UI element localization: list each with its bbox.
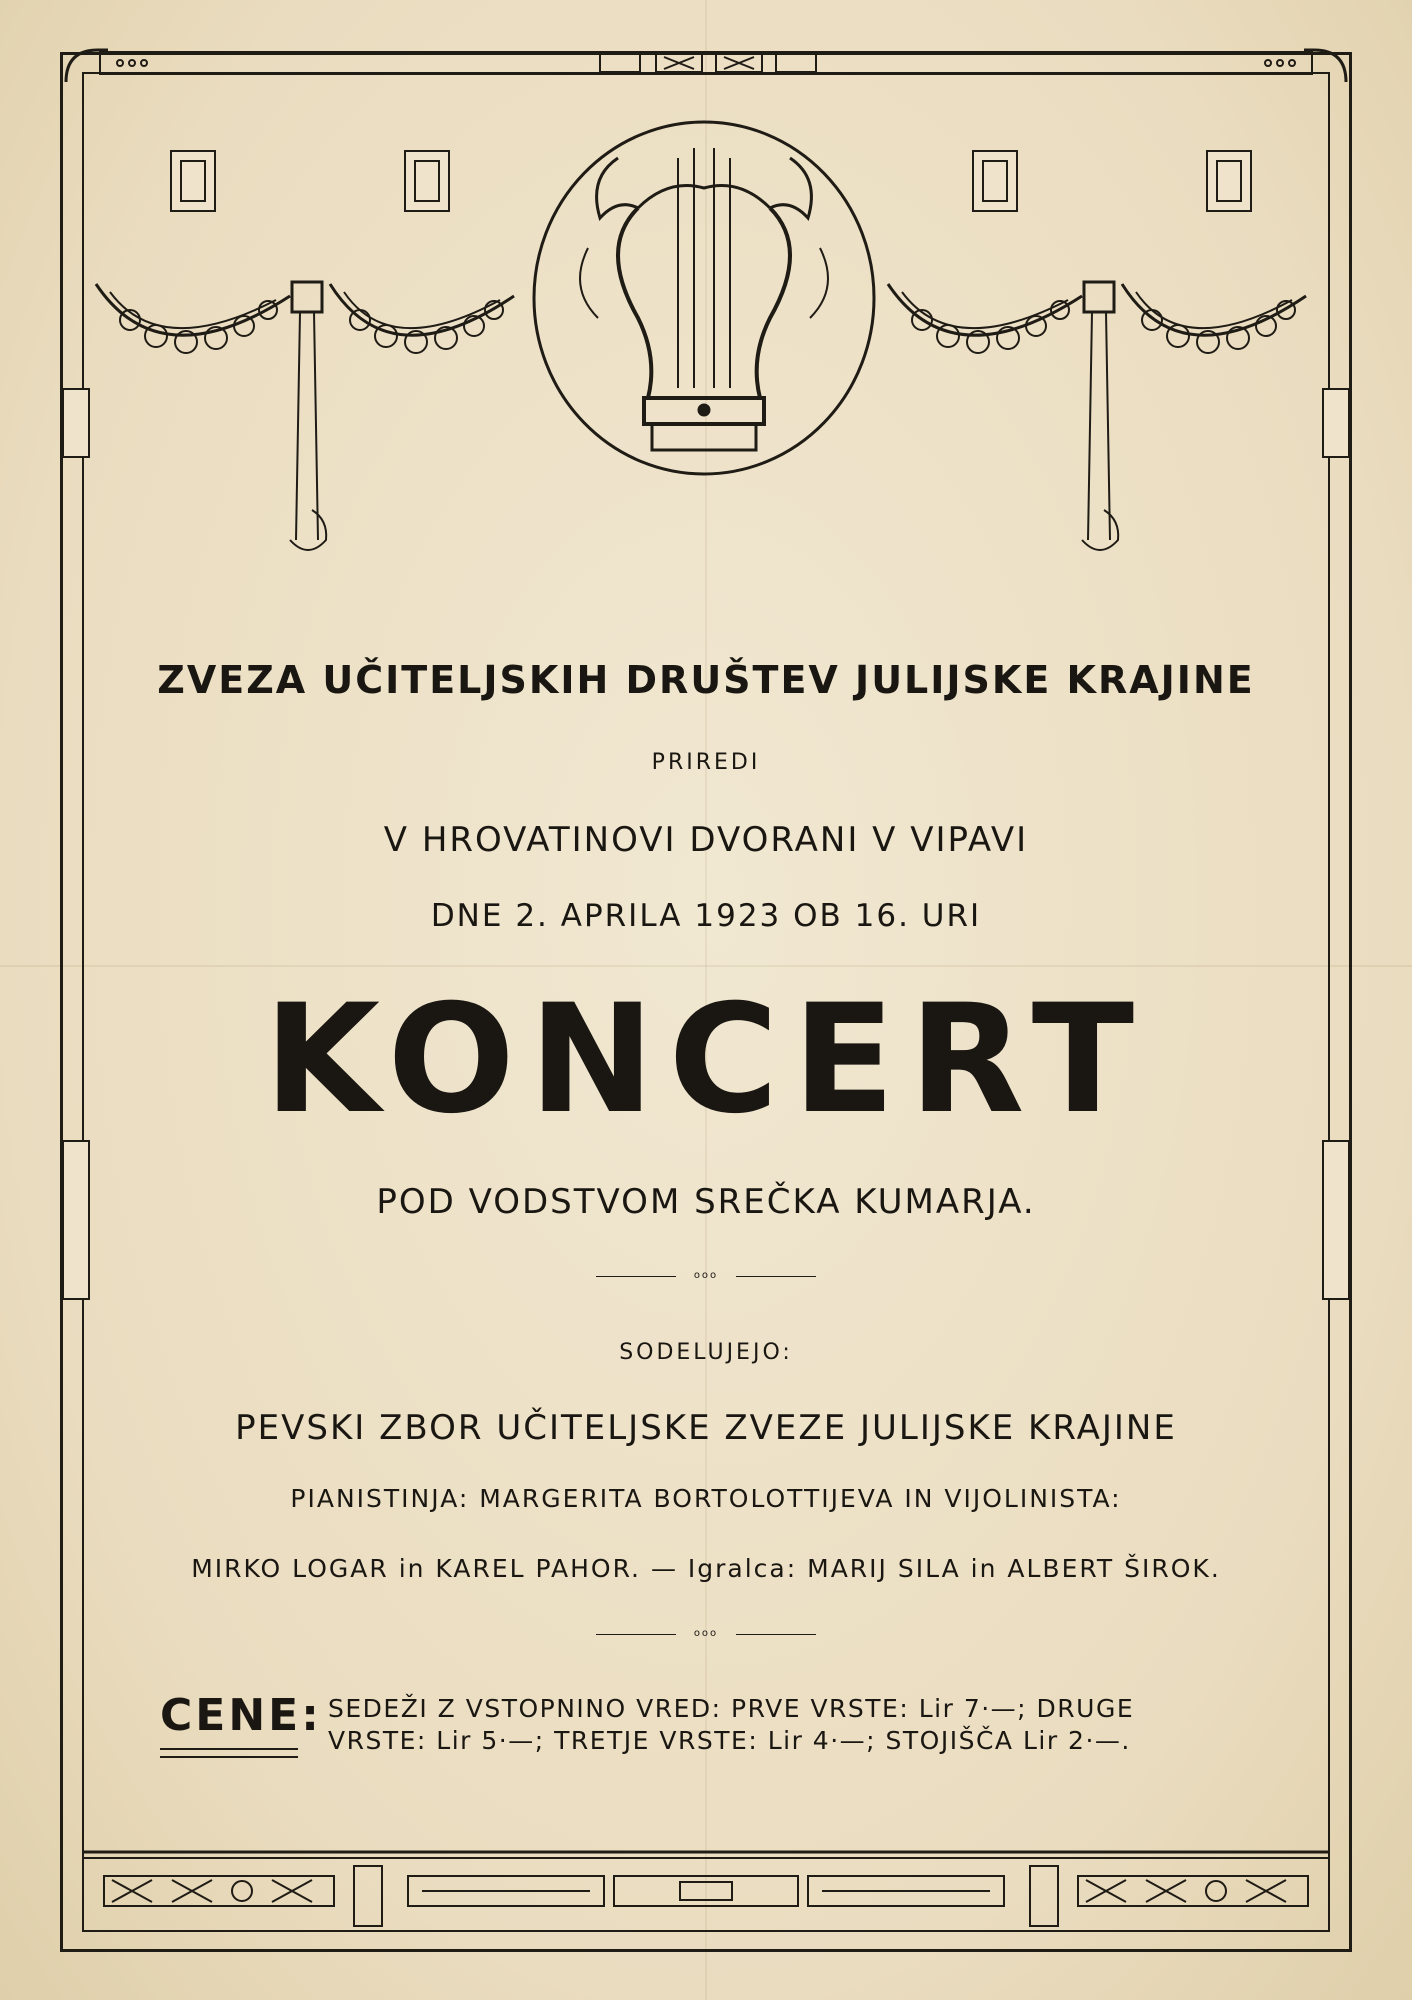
corner-square-ornament xyxy=(972,150,1018,212)
venue-line: V HROVATINOVI DVORANI V VIPAVI xyxy=(383,820,1029,860)
garland-icon xyxy=(882,270,1322,570)
divider xyxy=(596,1628,816,1642)
prices-block xyxy=(160,1690,1260,1780)
top-border-ornament xyxy=(60,44,1352,84)
choir-line: PEVSKI ZBOR UČITELJSKE ZVEZE JULIJSKE KRAJINE xyxy=(235,1408,1177,1448)
conductor-line: POD VODSTVOM SREČKA KUMARJA. xyxy=(376,1182,1036,1222)
organizer-heading: ZVEZA UČITELJSKIH DRUŠTEV JULIJSKE KRAJINE xyxy=(157,658,1255,702)
event-title: KONCERT xyxy=(263,973,1149,1147)
presents-label: PRIREDI xyxy=(651,750,761,775)
participants-heading: SODELUJEJO: xyxy=(619,1340,793,1365)
corner-square-ornament xyxy=(404,150,450,212)
prices-line-2: VRSTE: Lir 5·—; TRETJE VRSTE: Lir 4·—; STOJIŠČA Lir 2·—. xyxy=(328,1726,1131,1755)
divider-dots: ooo xyxy=(693,1628,719,1639)
date-time-line: DNE 2. APRILA 1923 OB 16. URI xyxy=(430,898,982,934)
lyre-icon xyxy=(528,118,880,480)
corner-square-ornament xyxy=(1206,150,1252,212)
prices-label-underline xyxy=(160,1748,298,1758)
divider-dots: ooo xyxy=(693,1270,719,1281)
corner-square-ornament xyxy=(170,150,216,212)
bottom-border-ornament xyxy=(82,1848,1330,1932)
garland-icon xyxy=(90,270,530,570)
performers-line: MIRKO LOGAR in KAREL PAHOR. — Igralca: MARIJ SILA in ALBERT ŠIROK. xyxy=(191,1554,1221,1583)
divider xyxy=(596,1270,816,1284)
side-ornament xyxy=(62,388,90,458)
side-ornament xyxy=(1322,388,1350,458)
prices-line-1: SEDEŽI Z VSTOPNINO VRED: PRVE VRSTE: Lir 7·—; DRUGE xyxy=(328,1694,1135,1723)
prices-label: CENE: xyxy=(160,1690,322,1741)
pianist-line: PIANISTINJA: MARGERITA BORTOLOTTIJEVA IN VIJOLINISTA: xyxy=(290,1484,1122,1513)
